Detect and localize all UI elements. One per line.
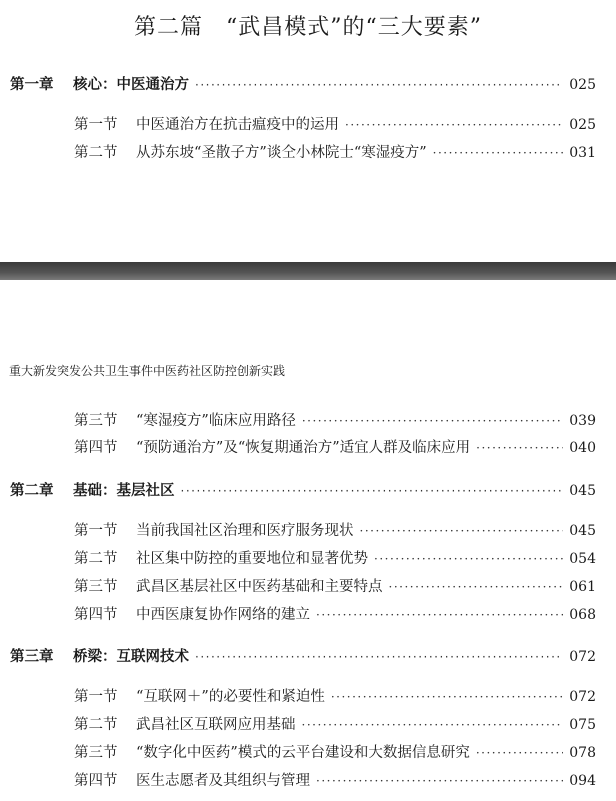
section-number: 第二节: [74, 145, 118, 161]
page-number: 072: [569, 649, 596, 665]
leader-dots: [302, 718, 564, 732]
section-title: 武昌区基层社区中医药基础和主要特点: [136, 579, 383, 595]
chapter-title: 核心：中医通治方: [73, 77, 189, 93]
leader-dots: [316, 608, 563, 622]
section-title: 社区集中防控的重要地位和显著优势: [136, 551, 368, 567]
toc-section[interactable]: [74, 685, 596, 707]
leader-dots: [195, 650, 563, 664]
leader-dots: [195, 78, 563, 92]
section-title: 中医通治方在抗击瘟疫中的运用: [136, 117, 339, 133]
section-number: 第四节: [74, 773, 118, 789]
section-number: 第一节: [74, 689, 118, 705]
page-number: 045: [569, 523, 596, 539]
section-title: 医生志愿者及其组织与管理: [136, 773, 310, 789]
toc-section[interactable]: [74, 547, 596, 569]
section-title: “互联网＋”的必要性和紧迫性: [136, 689, 325, 705]
leader-dots: [331, 690, 563, 704]
page-number: 072: [569, 689, 596, 705]
toc-chapter-3[interactable]: [10, 645, 596, 667]
toc-section[interactable]: [74, 436, 596, 458]
toc-section[interactable]: [74, 113, 596, 135]
toc-section[interactable]: [74, 741, 596, 763]
section-number: 第三节: [74, 413, 118, 429]
chapter-title: 桥梁：互联网技术: [73, 649, 189, 665]
section-title: 当前我国社区治理和医疗服务现状: [136, 523, 354, 539]
page-number: 075: [569, 717, 596, 733]
page-number: 094: [569, 773, 596, 789]
leader-dots: [374, 552, 563, 566]
section-title: “预防通治方”及“恢复期通治方”适宜人群及临床应用: [136, 440, 471, 456]
leader-dots: [316, 774, 563, 788]
toc-section[interactable]: [74, 519, 596, 541]
section-number: 第二节: [74, 551, 118, 567]
page-number: 025: [569, 117, 596, 133]
toc-section[interactable]: [74, 575, 596, 597]
leader-dots: [302, 414, 563, 428]
toc-section[interactable]: [74, 713, 596, 735]
page-gap-divider: [0, 262, 616, 280]
page-number: 025: [569, 77, 596, 93]
toc-section[interactable]: [74, 603, 596, 625]
section-title: “数字化中医药”模式的云平台建设和大数据信息研究: [136, 745, 470, 761]
section-number: 第一节: [74, 117, 118, 133]
section-number: 第四节: [74, 440, 118, 456]
section-number: 第二节: [74, 717, 118, 733]
chapter-number: 第一章: [10, 77, 54, 93]
section-number: 第三节: [74, 745, 118, 761]
section-number: 第四节: [74, 607, 118, 623]
chapter-number: 第三章: [10, 649, 54, 665]
chapter-title: 基础：基层社区: [73, 483, 175, 499]
page-number: 068: [569, 607, 596, 623]
toc-section[interactable]: [74, 409, 596, 431]
leader-dots: [476, 441, 563, 455]
section-number: 第三节: [74, 579, 118, 595]
part-title: 第二篇 “武昌模式”的“三大要素”: [134, 15, 482, 40]
toc-section[interactable]: [74, 141, 596, 163]
running-header: 重大新发突发公共卫生事件中医药社区防控创新实践: [9, 364, 286, 378]
leader-dots: [433, 146, 564, 160]
page-number: 031: [569, 145, 596, 161]
toc-section[interactable]: [74, 769, 596, 791]
leader-dots: [360, 524, 564, 538]
section-number: 第一节: [74, 523, 118, 539]
leader-dots: [181, 484, 564, 498]
section-title: 武昌社区互联网应用基础: [136, 717, 296, 733]
page-number: 078: [569, 745, 596, 761]
leader-dots: [476, 746, 563, 760]
section-title: 中西医康复协作网络的建立: [136, 607, 310, 623]
toc-chapter-2[interactable]: [10, 479, 596, 501]
leader-dots: [345, 118, 563, 132]
page-number: 039: [569, 413, 596, 429]
section-title: “寒湿疫方”临床应用路径: [136, 413, 296, 429]
page-number: 061: [569, 579, 596, 595]
section-title: 从苏东坡“圣散子方”谈仝小林院士“寒湿疫方”: [136, 145, 427, 161]
page-number: 045: [569, 483, 596, 499]
page-number: 040: [569, 440, 596, 456]
leader-dots: [389, 580, 564, 594]
chapter-number: 第二章: [10, 483, 54, 499]
page-number: 054: [569, 551, 596, 567]
toc-chapter-1[interactable]: [10, 73, 596, 95]
